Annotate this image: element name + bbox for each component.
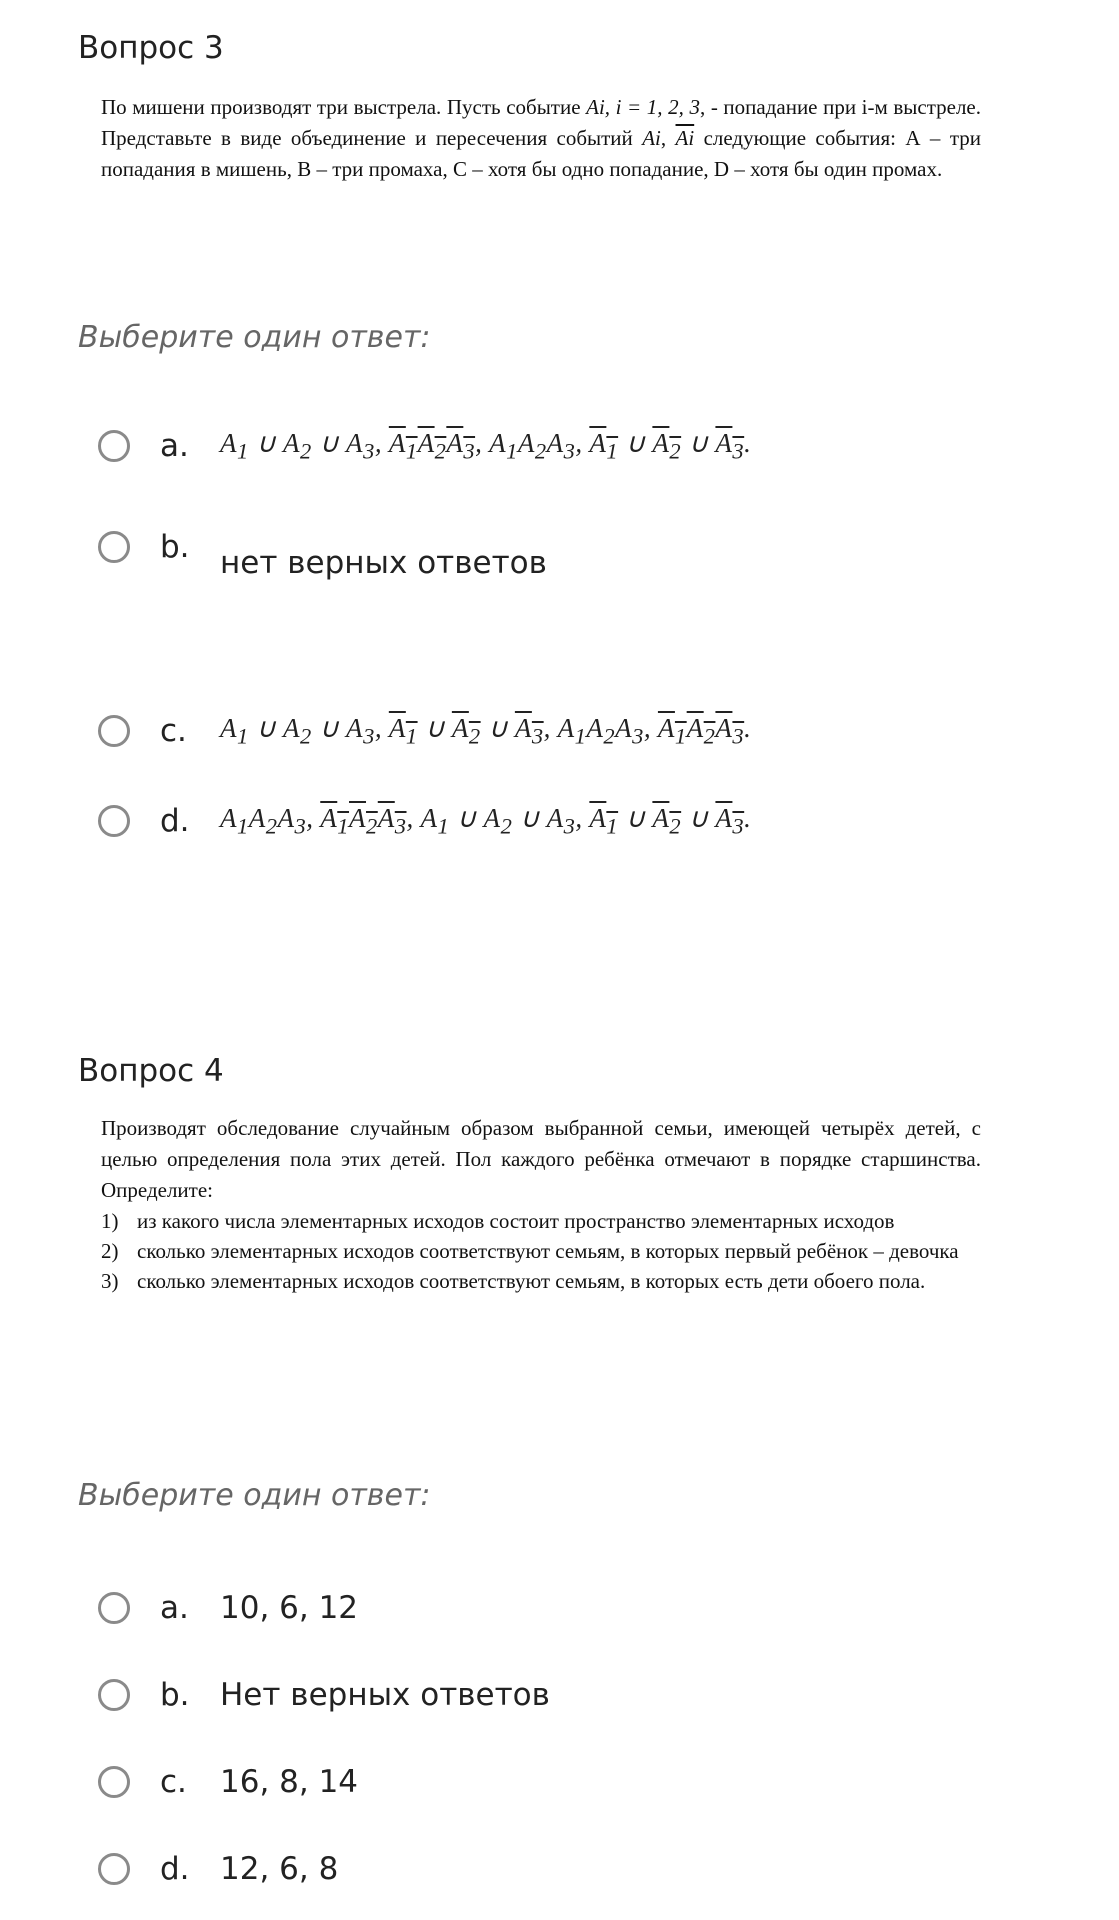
- question-3-text-part: следующие события: А – три попадания в мишень, В – три промаха, С – хотя бы одно попадание, D – хотя бы один промах.: [101, 126, 981, 181]
- question-4-option-c[interactable]: [98, 1756, 1058, 1808]
- radio-button[interactable]: [98, 430, 130, 462]
- option-text: нет верных ответов: [220, 545, 547, 581]
- option-letter: b.: [160, 529, 190, 565]
- question-4-option-d[interactable]: [98, 1843, 1058, 1895]
- question-3-option-a[interactable]: [98, 420, 1058, 472]
- question-4-intro: Производят обследование случайным образом выбранной семьи, имеющей четырёх детей, с целью определения пола этих детей. Пол каждого ребёнка отмечают в порядке старшинства. Определите:: [101, 1116, 981, 1202]
- event-ai-math: Ai, i = 1, 2, 3: [586, 95, 700, 119]
- option-text: Нет верных ответов: [220, 1677, 550, 1713]
- radio-button[interactable]: [98, 805, 130, 837]
- question-3-text: [101, 92, 981, 185]
- item-text: сколько элементарных исходов соответствуют семьям, в которых есть дети обоего пола.: [137, 1269, 926, 1293]
- event-ai-complement-math: $\overline{Ai}$: [675, 126, 695, 150]
- option-text: 16, 8, 14: [220, 1764, 359, 1800]
- question-3-text-part: , - попадание при i-м выстреле. Представьте в виде объединение и пересечения событий: [101, 95, 981, 150]
- radio-button[interactable]: [98, 531, 130, 563]
- radio-button[interactable]: [98, 715, 130, 747]
- question-4-text: [101, 1113, 981, 1296]
- option-math: $A_1A_2A_3$, $A_1A_2A_3$, $A_1$ ∪ $A_2$ ∪ $A_3$, $A_1$ ∪ $A_2$ ∪ $A_3$.: [220, 802, 752, 839]
- option-letter: d.: [160, 1851, 190, 1887]
- question-3-option-d[interactable]: [98, 795, 1058, 847]
- question-3-title: Вопрос 3: [78, 30, 224, 66]
- question-4-title: Вопрос 4: [78, 1053, 224, 1089]
- option-letter: a.: [160, 428, 189, 464]
- radio-button[interactable]: [98, 1766, 130, 1798]
- question-3-option-b[interactable]: [98, 521, 1058, 581]
- question-4-option-b[interactable]: [98, 1669, 1058, 1721]
- question-4-items: [101, 1206, 981, 1296]
- option-letter: c.: [160, 1764, 187, 1800]
- item-number: 3): [101, 1269, 119, 1293]
- option-math: $A_1$ ∪ $A_2$ ∪ $A_3$, $A_1$ ∪ $A_2$ ∪ $A_3$, $A_1A_2A_3$, $A_1A_2A_3$.: [220, 712, 752, 749]
- question-3-text-part: По мишени производят три выстрела. Пусть событие: [101, 95, 587, 119]
- item-text: из какого числа элементарных исходов состоит пространство элементарных исходов: [137, 1209, 895, 1233]
- item-number: 1): [101, 1209, 119, 1233]
- option-math: $A_1$ ∪ $A_2$ ∪ $A_3$, $A_1A_2A_3$, $A_1A_2A_3$, $A_1$ ∪ $A_2$ ∪ $A_3$.: [220, 427, 752, 464]
- option-letter: c.: [160, 713, 187, 749]
- option-letter: d.: [160, 803, 190, 839]
- option-letter: a.: [160, 1590, 189, 1626]
- option-text: 10, 6, 12: [220, 1590, 359, 1626]
- radio-button[interactable]: [98, 1592, 130, 1624]
- list-item: [101, 1266, 981, 1296]
- event-ai-math: Ai: [642, 126, 661, 150]
- radio-button[interactable]: [98, 1679, 130, 1711]
- item-text: сколько элементарных исходов соответствуют семьям, в которых первый ребёнок – девочка: [137, 1239, 959, 1263]
- question-4-prompt: Выберите один ответ:: [78, 1478, 431, 1513]
- question-3-option-c[interactable]: [98, 705, 1058, 757]
- question-3-text-part: ,: [660, 126, 676, 150]
- item-number: 2): [101, 1239, 119, 1263]
- option-text: 12, 6, 8: [220, 1851, 339, 1887]
- list-item: [101, 1206, 981, 1236]
- option-letter: b.: [160, 1677, 190, 1713]
- radio-button[interactable]: [98, 1853, 130, 1885]
- question-4-option-a[interactable]: [98, 1582, 1058, 1634]
- question-3-prompt: Выберите один ответ:: [78, 320, 431, 355]
- list-item: [101, 1236, 981, 1266]
